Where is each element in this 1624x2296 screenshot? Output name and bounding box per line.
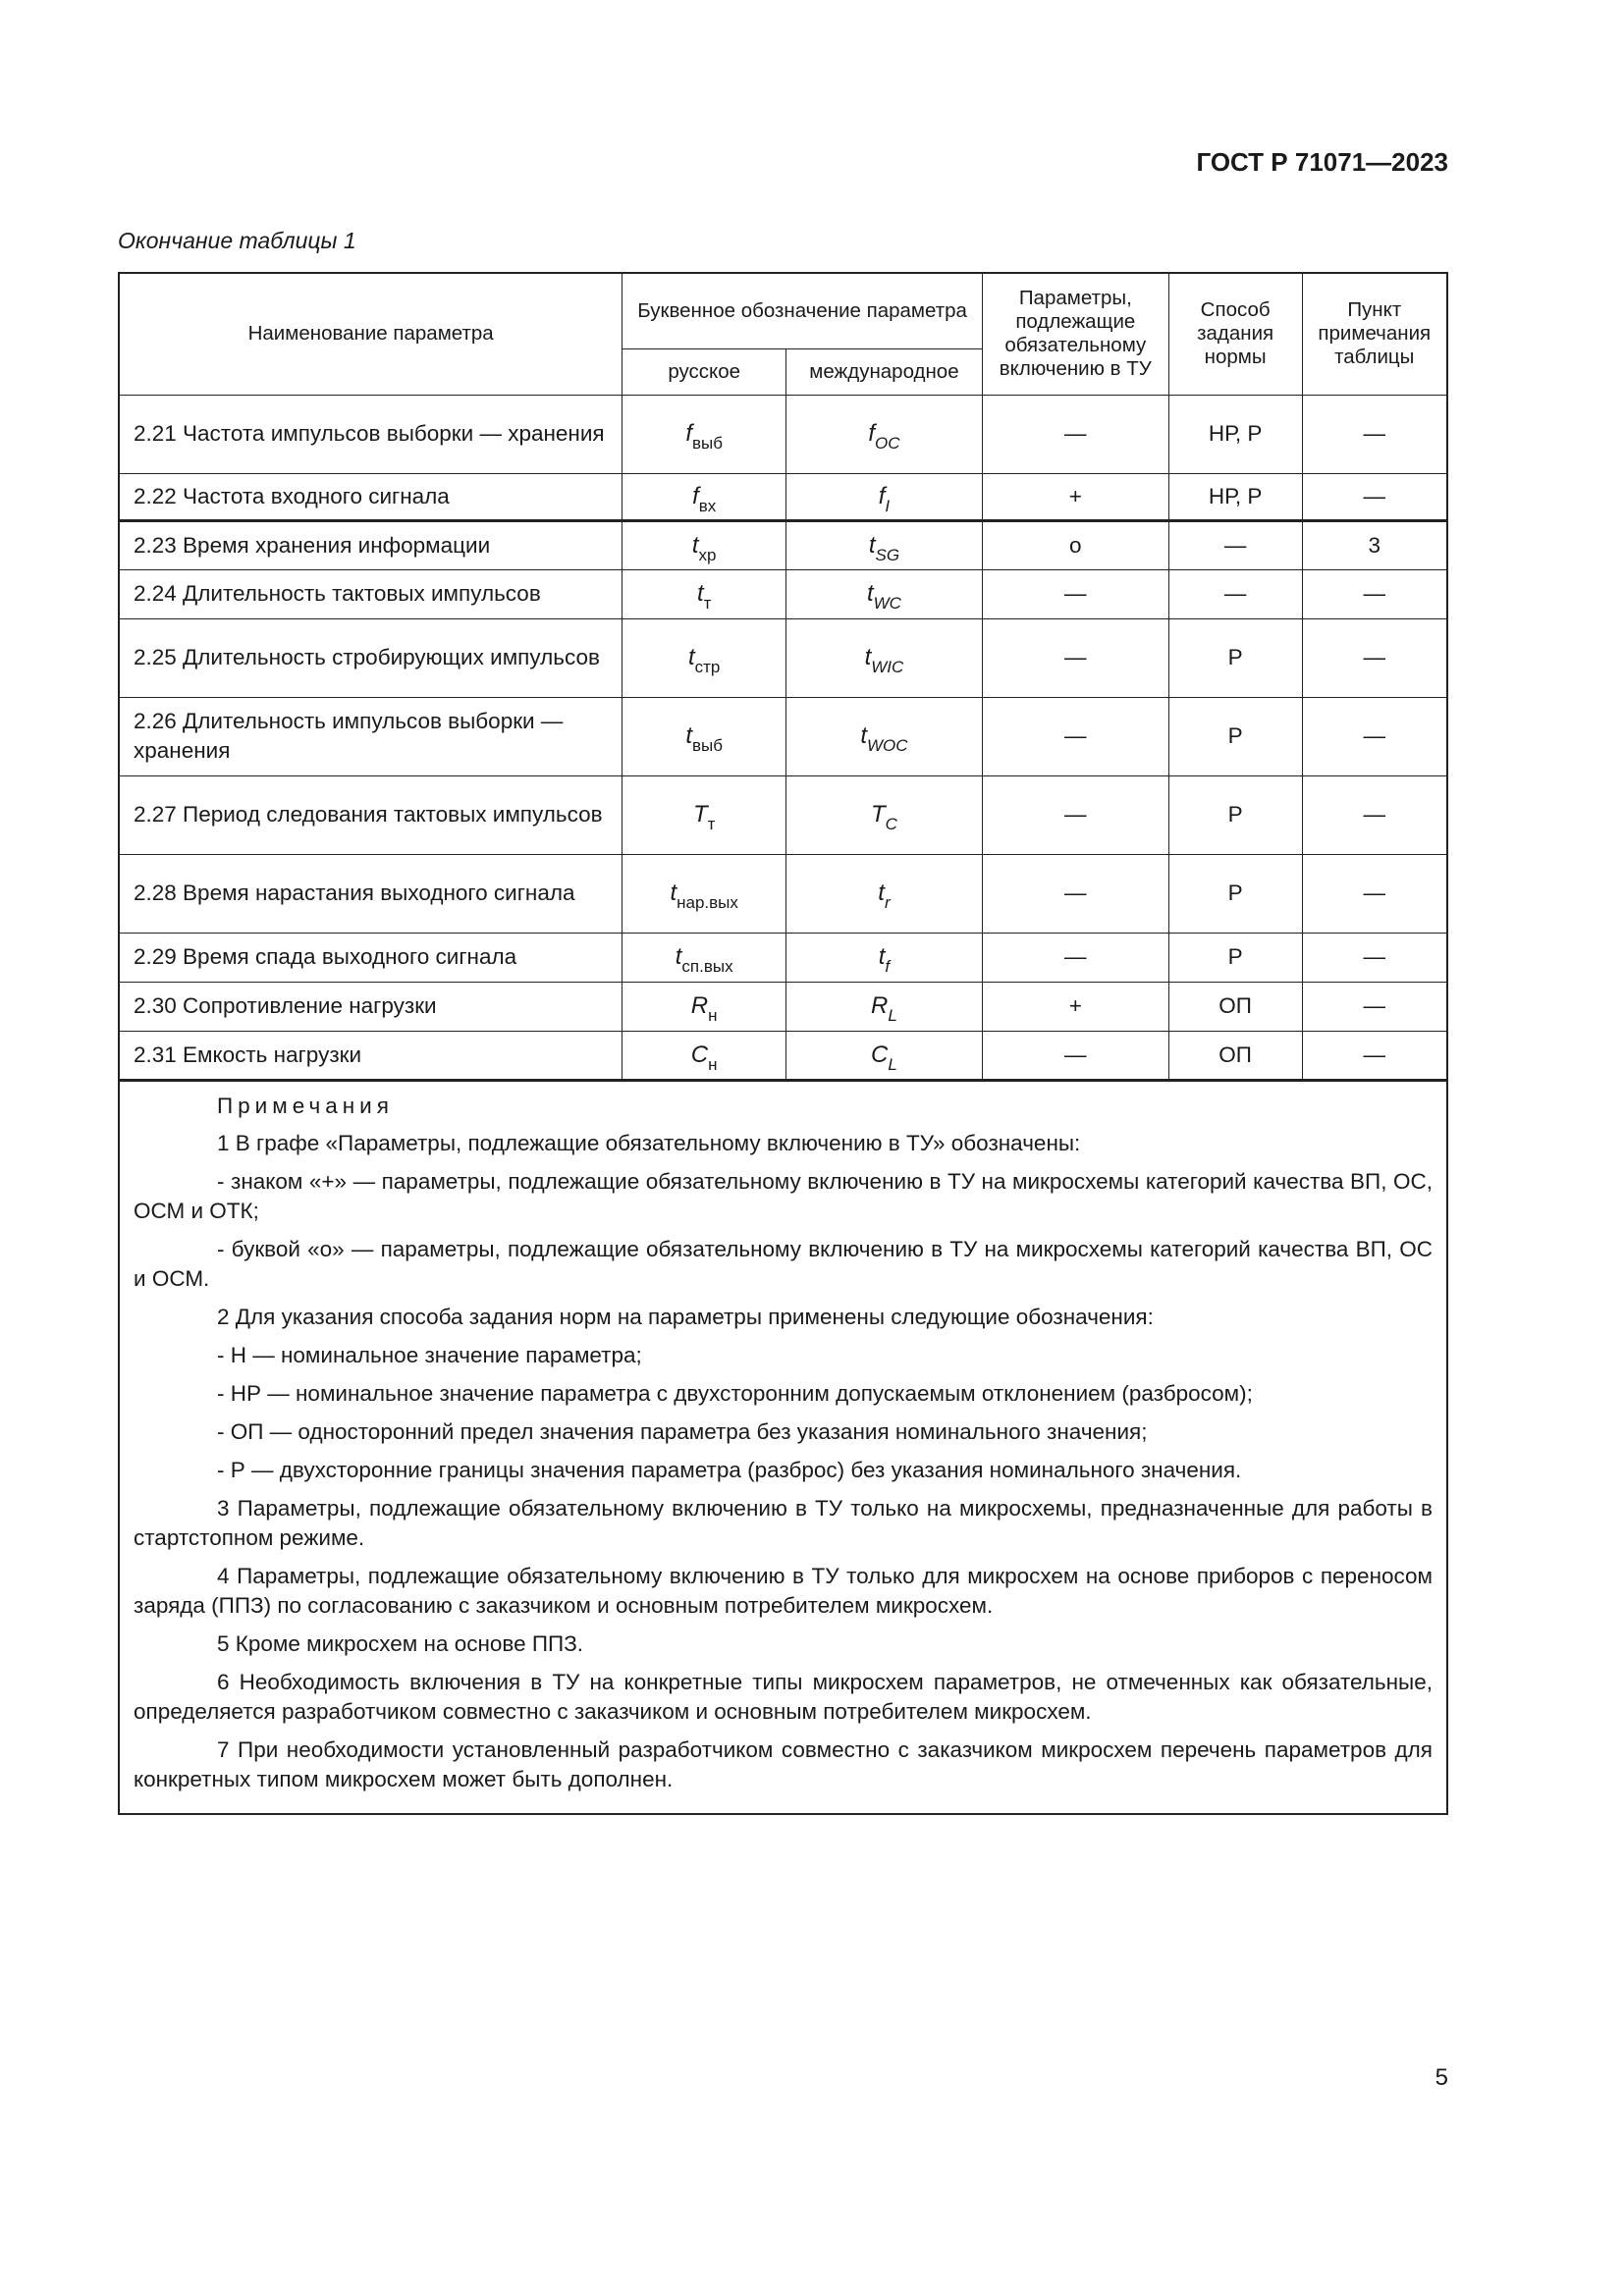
- param-name: 2.22 Частота входного сигнала: [119, 473, 623, 520]
- symbol-intl: [786, 933, 983, 982]
- symbol-ru: [623, 697, 786, 775]
- table-row: [119, 982, 1447, 1031]
- symbol-ru-sub: стр: [694, 658, 721, 676]
- param-name: 2.21 Частота импульсов выборки — хранения: [119, 395, 623, 473]
- symbol-intl: [786, 697, 983, 775]
- header-note-ref: Пункт примечания таблицы: [1302, 273, 1447, 395]
- mandatory-flag: —: [982, 395, 1168, 473]
- note-ref: —: [1302, 569, 1447, 618]
- param-name: 2.31 Емкость нагрузки: [119, 1031, 623, 1080]
- symbol-ru-sub: сп.вых: [681, 957, 733, 976]
- mandatory-flag: —: [982, 618, 1168, 697]
- parameters-table: [118, 272, 1448, 1815]
- symbol-ru: [623, 1031, 786, 1080]
- symbol-intl: [786, 775, 983, 854]
- symbol-ru-base: t: [687, 644, 695, 670]
- symbol-ru-base: t: [691, 531, 699, 559]
- symbol-intl: [786, 618, 983, 697]
- symbol-intl: [786, 854, 983, 933]
- symbol-ru: [623, 933, 786, 982]
- table-row: [119, 933, 1447, 982]
- table-row: [119, 473, 1447, 520]
- note-ref: —: [1302, 933, 1447, 982]
- table-row: [119, 1031, 1447, 1080]
- param-name: 2.25 Длительность стробирующих импульсов: [119, 618, 623, 697]
- note-item: 5 Кроме микросхем на основе ППЗ.: [217, 1630, 584, 1656]
- header-name: Наименование параметра: [119, 273, 623, 395]
- table-row: [119, 697, 1447, 775]
- symbol-intl: [786, 395, 983, 473]
- note-item: 1 В графе «Параметры, подлежащие обязательному включению в ТУ» обозначены:: [217, 1130, 1081, 1155]
- symbol-intl-sub: r: [884, 893, 891, 912]
- note-item: - буквой «о» — параметры, подлежащие обязательному включению в ТУ на микросхемы категорий качества ВП, ОС и ОСМ.: [134, 1236, 1433, 1291]
- symbol-intl-sub: WIC: [871, 658, 904, 676]
- symbol-intl-sub: WOC: [867, 736, 908, 755]
- table-row: [119, 854, 1447, 933]
- symbol-ru-sub: выб: [692, 736, 723, 755]
- note-item: - Н — номинальное значение параметра;: [217, 1342, 642, 1367]
- param-name: 2.27 Период следования тактовых импульсов: [119, 775, 623, 854]
- mandatory-flag: +: [982, 473, 1168, 520]
- mandatory-flag: —: [982, 775, 1168, 854]
- mandatory-flag: о: [982, 520, 1168, 569]
- norm-method: НР, Р: [1168, 395, 1302, 473]
- note-item: 4 Параметры, подлежащие обязательному включению в ТУ только для микросхем на основе приборов с переносом заряда (ППЗ) по согласованию с заказчиком и основным потребителем микросхем.: [134, 1563, 1433, 1618]
- symbol-intl: [786, 520, 983, 569]
- norm-method: Р: [1168, 697, 1302, 775]
- symbol-intl-base: f: [878, 482, 886, 509]
- param-name: 2.28 Время нарастания выходного сигнала: [119, 854, 623, 933]
- mandatory-flag: +: [982, 982, 1168, 1031]
- symbol-intl: [786, 982, 983, 1031]
- symbol-intl: [786, 1031, 983, 1080]
- table-row: [119, 618, 1447, 697]
- param-name: 2.29 Время спада выходного сигнала: [119, 933, 623, 982]
- symbol-ru-base: t: [670, 880, 677, 906]
- symbol-intl-base: T: [870, 801, 886, 828]
- table-row: [119, 520, 1447, 569]
- note-item: 2 Для указания способа задания норм на параметры применены следующие обозначения:: [217, 1304, 1154, 1329]
- norm-method: Р: [1168, 854, 1302, 933]
- note-ref: —: [1302, 854, 1447, 933]
- notes-title: Примечания: [217, 1093, 394, 1118]
- header-symbol-ru: русское: [623, 348, 786, 395]
- page-number: 5: [1435, 2064, 1448, 2091]
- norm-method: НР, Р: [1168, 473, 1302, 520]
- mandatory-flag: —: [982, 569, 1168, 618]
- mandatory-flag: —: [982, 933, 1168, 982]
- document-code: ГОСТ Р 71071—2023: [1196, 147, 1448, 177]
- norm-method: ОП: [1168, 1031, 1302, 1080]
- symbol-intl: [786, 569, 983, 618]
- symbol-ru-base: f: [685, 420, 692, 447]
- mandatory-flag: —: [982, 697, 1168, 775]
- norm-method: Р: [1168, 933, 1302, 982]
- note-ref: —: [1302, 618, 1447, 697]
- symbol-intl-base: t: [864, 644, 872, 670]
- norm-method: ОП: [1168, 982, 1302, 1031]
- symbol-ru: [623, 618, 786, 697]
- symbol-intl-base: f: [868, 420, 876, 447]
- header-symbol-group: Буквенное обозначение параметра: [623, 273, 983, 348]
- note-item: - НР — номинальное значение параметра с двухсторонним допускаемым отклонением (разбросом);: [217, 1380, 1253, 1406]
- note-ref: —: [1302, 982, 1447, 1031]
- symbol-intl-sub: SG: [875, 545, 900, 564]
- norm-method: Р: [1168, 775, 1302, 854]
- symbol-intl-sub: WC: [873, 594, 901, 613]
- norm-method: —: [1168, 520, 1302, 569]
- notes-list: [134, 1129, 1433, 1794]
- symbol-ru-base: t: [675, 943, 682, 970]
- param-name: 2.24 Длительность тактовых импульсов: [119, 569, 623, 618]
- symbol-ru-base: R: [690, 992, 709, 1019]
- header-method: Способ задания нормы: [1168, 273, 1302, 395]
- symbol-ru-sub: выб: [692, 434, 723, 453]
- note-ref: —: [1302, 697, 1447, 775]
- norm-method: —: [1168, 569, 1302, 618]
- note-ref: —: [1302, 395, 1447, 473]
- symbol-ru-base: T: [692, 801, 708, 828]
- symbol-ru: [623, 395, 786, 473]
- header-mandatory: Параметры, подлежащие обязательному включению в ТУ: [982, 273, 1168, 395]
- symbol-ru-base: t: [696, 580, 704, 607]
- symbol-ru: [623, 520, 786, 569]
- param-name: 2.30 Сопротивление нагрузки: [119, 982, 623, 1031]
- note-item: - Р — двухсторонние границы значения параметра (разброс) без указания номинального значения.: [217, 1457, 1242, 1482]
- symbol-intl-sub: C: [885, 815, 897, 833]
- note-item: - знаком «+» — параметры, подлежащие обязательному включению в ТУ на микросхемы категорий качества ВП, ОС, ОСМ и ОТК;: [134, 1168, 1433, 1223]
- param-name: 2.23 Время хранения информации: [119, 520, 623, 569]
- symbol-ru-sub: т: [707, 815, 716, 833]
- notes-block: [119, 1080, 1447, 1814]
- symbol-intl-base: R: [871, 992, 889, 1019]
- symbol-ru: [623, 982, 786, 1031]
- symbol-ru-sub: вх: [698, 496, 717, 515]
- norm-method: Р: [1168, 618, 1302, 697]
- symbol-ru-sub: хр: [698, 545, 717, 564]
- symbol-intl-base: t: [866, 580, 874, 607]
- symbol-ru-base: t: [685, 722, 692, 749]
- symbol-ru: [623, 569, 786, 618]
- note-ref: 3: [1302, 520, 1447, 569]
- symbol-ru: [623, 775, 786, 854]
- table-caption: Окончание таблицы 1: [118, 228, 356, 253]
- symbol-intl-sub: f: [885, 957, 891, 976]
- symbol-intl-base: t: [878, 880, 885, 906]
- note-item: - ОП — односторонний предел значения параметра без указания номинального значения;: [217, 1418, 1148, 1444]
- table-row: [119, 775, 1447, 854]
- note-ref: —: [1302, 1031, 1447, 1080]
- symbol-intl-sub: I: [885, 496, 891, 515]
- symbol-ru-sub: н: [708, 1006, 718, 1025]
- mandatory-flag: —: [982, 854, 1168, 933]
- note-ref: —: [1302, 473, 1447, 520]
- symbol-ru: [623, 473, 786, 520]
- symbol-intl-base: C: [871, 1041, 889, 1068]
- note-ref: —: [1302, 775, 1447, 854]
- table-body: [119, 395, 1447, 1080]
- symbol-intl-base: t: [878, 943, 886, 970]
- symbol-intl-sub: OC: [875, 434, 900, 453]
- symbol-intl-base: t: [868, 531, 876, 559]
- table-row: [119, 569, 1447, 618]
- symbol-ru-base: f: [692, 482, 699, 509]
- table-row: [119, 395, 1447, 473]
- symbol-ru-sub: нар.вых: [677, 893, 738, 912]
- symbol-intl-sub: L: [888, 1054, 897, 1074]
- header-symbol-intl: международное: [786, 348, 983, 395]
- note-item: 7 При необходимости установленный разработчиком совместно с заказчиком микросхем перечень параметров для конкретных типом микросхем может быть дополнен.: [134, 1736, 1433, 1791]
- param-name: 2.26 Длительность импульсов выборки — хранения: [119, 697, 623, 775]
- symbol-ru: [623, 854, 786, 933]
- note-item: 3 Параметры, подлежащие обязательному включению в ТУ только на микросхемы, предназначенные для работы в стартстопном режиме.: [134, 1495, 1433, 1550]
- mandatory-flag: —: [982, 1031, 1168, 1080]
- symbol-intl-sub: L: [888, 1006, 897, 1025]
- symbol-ru-sub: н: [708, 1054, 718, 1074]
- symbol-ru-base: C: [690, 1041, 709, 1068]
- symbol-intl-base: t: [860, 722, 867, 749]
- note-item: 6 Необходимость включения в ТУ на конкретные типы микросхем параметров, не отмеченных как обязательные, определяется разработчиком совместно с заказчиком и основным потребителем микросхем.: [134, 1669, 1433, 1724]
- symbol-ru-sub: т: [703, 594, 712, 613]
- symbol-intl: [786, 473, 983, 520]
